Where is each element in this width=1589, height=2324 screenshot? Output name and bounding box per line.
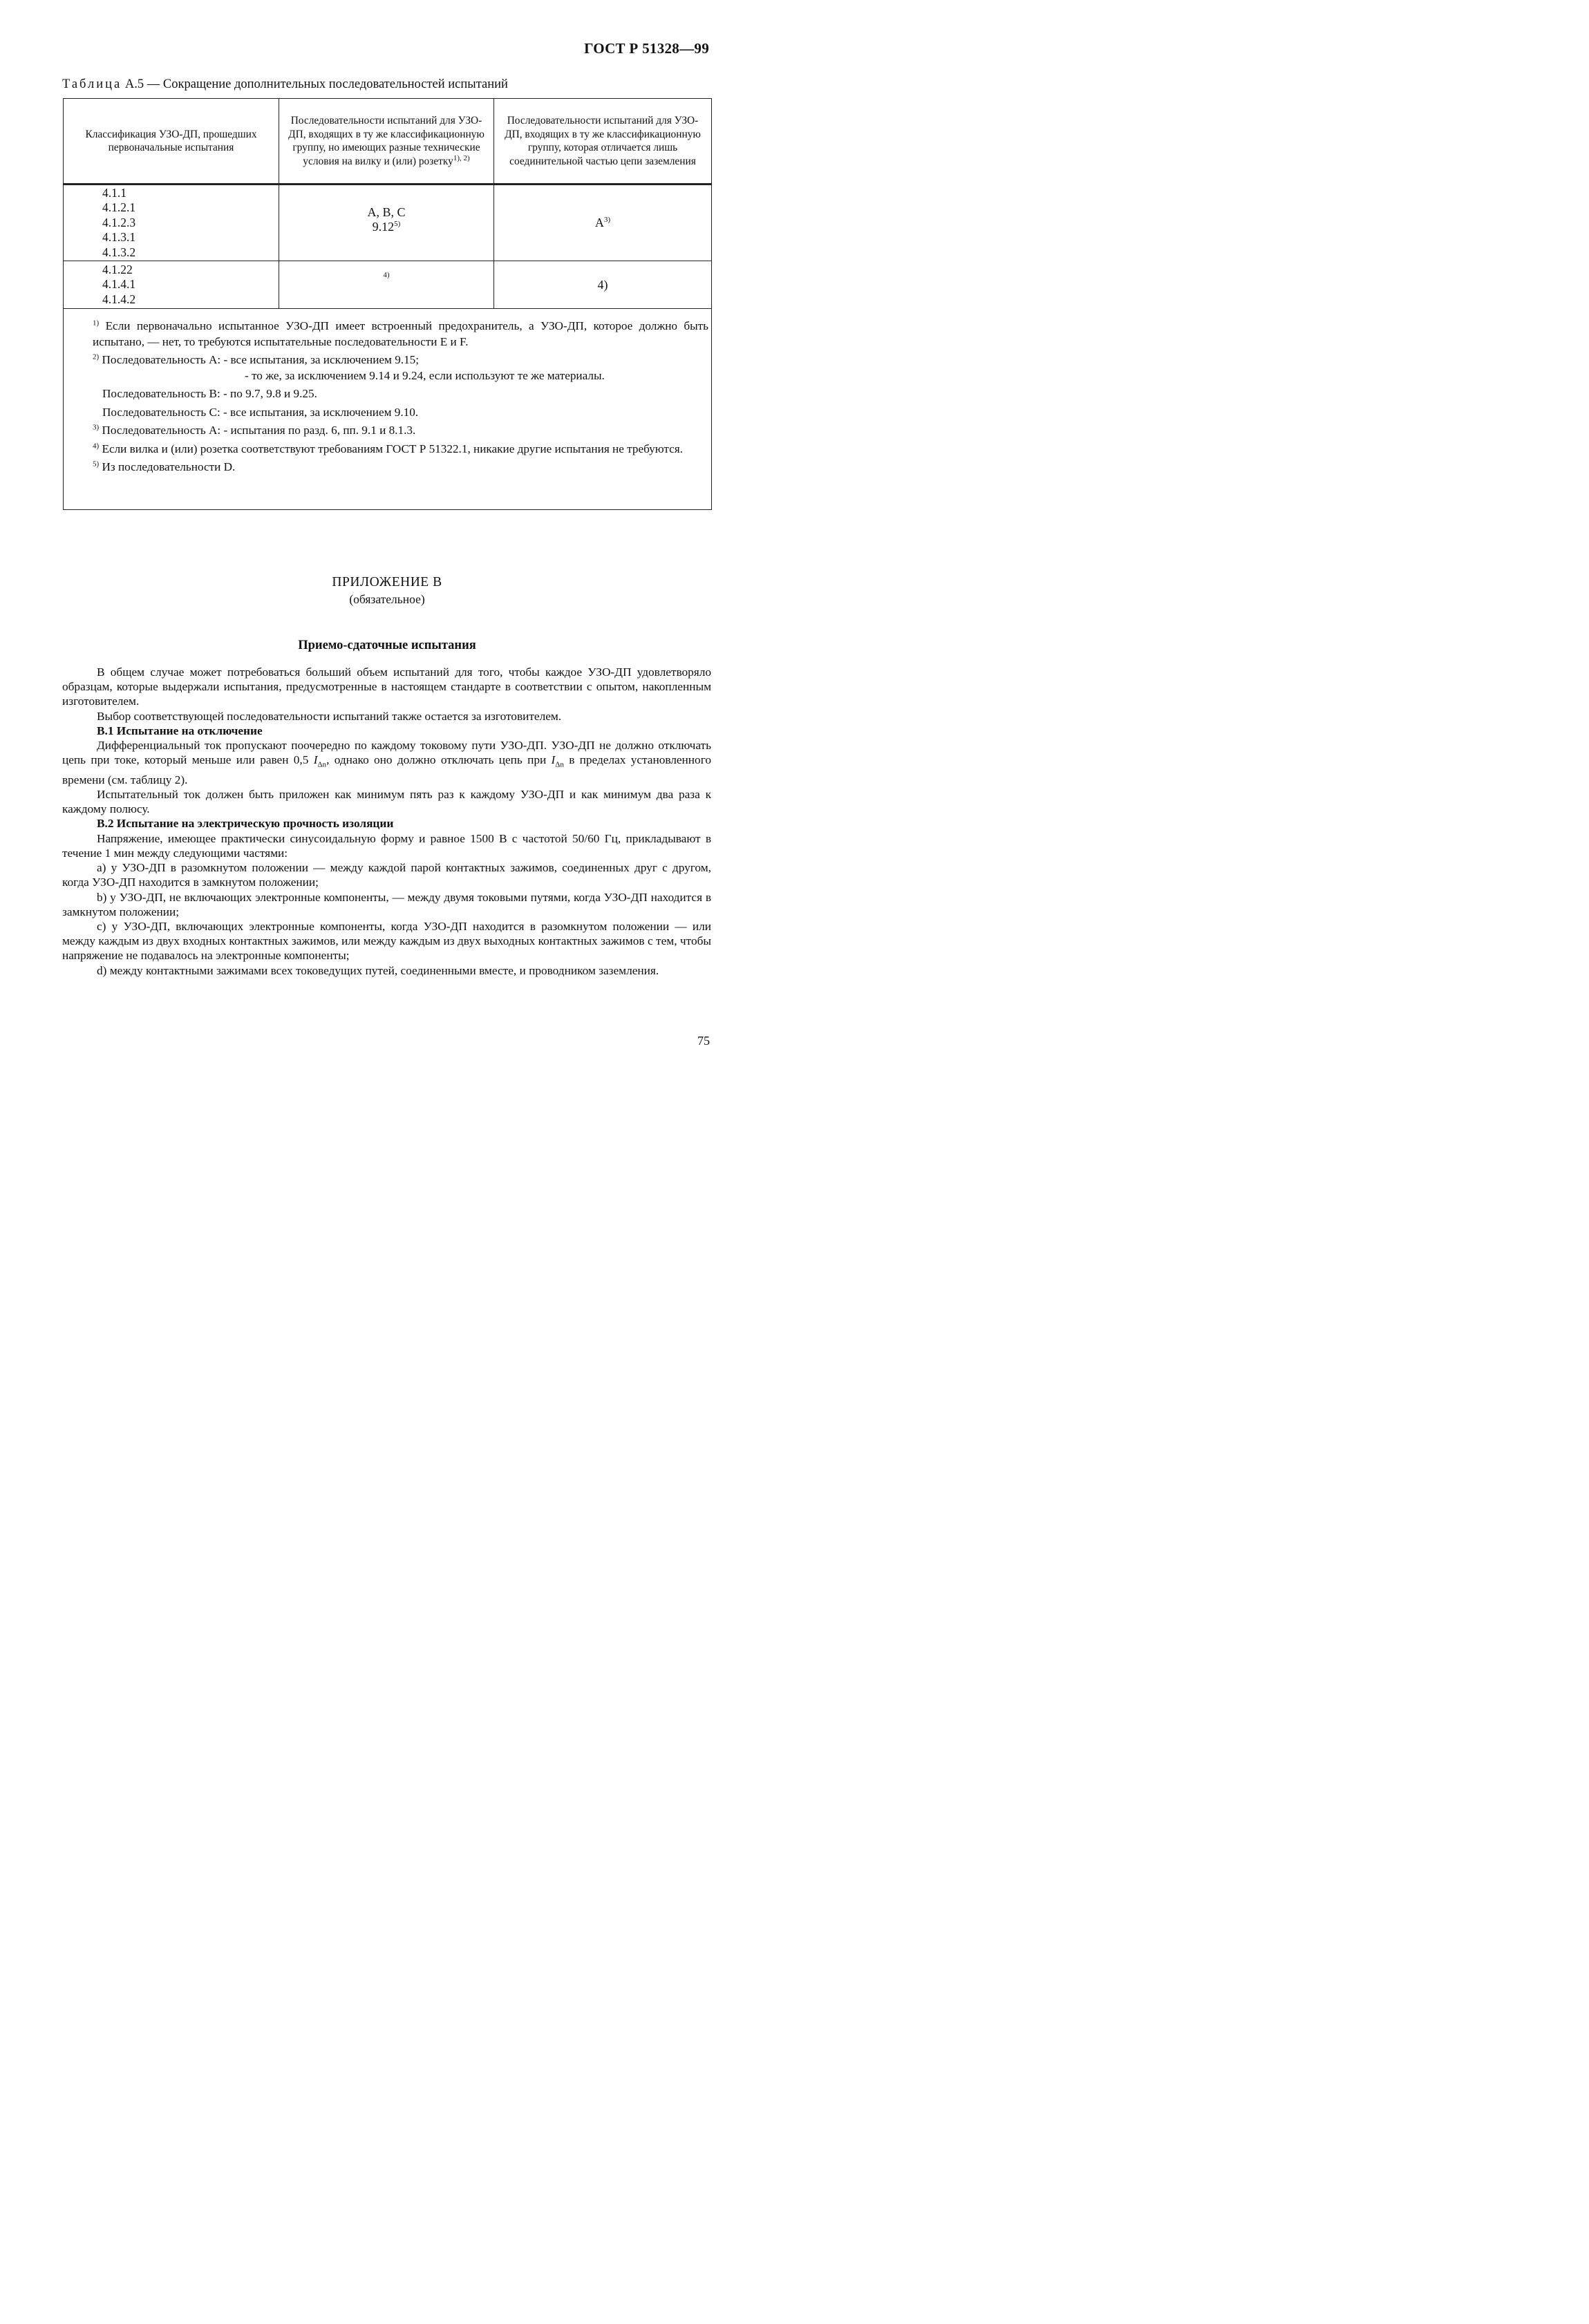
classification-code: 4.1.4.2 [102,292,136,306]
clause-heading-text: В.1 Испытание на отключение [97,724,263,737]
footnote-mark: 5) [394,219,401,228]
table-caption-label: Таблица [62,77,122,91]
footnote-5 [68,460,711,475]
sequence-cell [279,185,494,261]
paragraph-text: в пределах установленного времени (см. таблицу 2). [62,753,711,786]
clause-heading-text: В.2 Испытание на электрическую прочность изоляции [97,817,394,831]
current-subscript: Δn [317,760,327,769]
footnote-mark: 5) [93,460,100,469]
classification-code: 4.1.3.2 [102,245,136,259]
footnote-mark: 3) [93,423,100,432]
footnote-mark: 2) [93,352,100,361]
classification-code: 4.1.22 [102,262,133,276]
earthing-sequence-text: A [594,216,604,229]
list-item: b) у УЗО-ДП, не включающих электронные компоненты, — между двумя токовыми путями, когда УЗО-ДП находится в замкнутом положении; [62,890,711,918]
column-header-footnote-mark: 1), 2) [453,153,470,162]
column-header-earthing [494,99,712,185]
current-subscript: Δn [555,760,564,769]
footnote-text: Последовательность A: - испытания по разд. 6, пп. 9.1 и 8.1.3. [102,424,416,437]
sequence-cell [279,261,494,309]
footnotes-row [64,309,712,510]
clause-heading-b2 [62,816,711,831]
list-item: c) у УЗО-ДП, включающих электронные компоненты, когда УЗО-ДП находится в разомкнутом положении — или между каждым из двух входных контактных зажимов, или между каждым из двух выходных контактных зажимов с тем, чтобы напряжение не подавалось на электронные компоненты; [62,919,711,963]
footnote-mark: 1) [93,319,100,328]
paragraph: Испытательный ток должен быть приложен как минимум пять раз к каждому УЗО-ДП и как минимум два раза к каждому полюсу. [62,788,711,816]
standard-header: ГОСТ Р 51328—99 [584,40,709,57]
table-row [64,185,712,261]
classification-codes-cell [64,261,279,309]
footnote-mark: 4) [383,270,390,279]
footnote-2 [68,352,711,368]
column-header-different-plug [279,99,494,185]
paragraph [62,738,711,787]
table-row [64,261,712,309]
paragraph-text: , однако оно должно отключать цепь при [326,753,547,767]
footnote-2-sequence-c: Последовательность C: - все испытания, за исключением 9.10. [102,405,419,419]
footnote-mark: 4) [93,441,100,450]
classification-code: 4.1.1 [102,185,126,200]
footnote-text: Если первоначально испытанное УЗО-ДП имеет встроенный предохранитель, а УЗО-ДП, которое должно быть испытано, — нет, то требуются испытательные последовательности E и F. [93,319,709,348]
column-header-earthing-text: Последовательности испытаний для УЗО-ДП, входящих в ту же классификационную группу, которая отличается лишь соединительной частью цепи заземления [505,115,701,167]
footnote-4 [68,442,711,457]
page-number: 75 [697,1034,710,1048]
column-header-different-plug-text: Последовательности испытаний для УЗО-ДП, входящих в ту же классификационную группу, но имеющих разные технические условия на вилку и (или) розетку [288,115,485,167]
table-caption-text: А.5 — Сокращение дополнительных последовательностей испытаний [124,77,508,91]
paragraph: Выбор соответствующей последовательности испытаний также остается за изготовителем. [97,709,562,723]
classification-code: 4.1.2.1 [102,200,136,215]
footnote-1 [68,319,711,350]
appendix-title: ПРИЛОЖЕНИЕ В [332,575,442,589]
sequence-clause-text: 9.12 [372,219,395,234]
footnote-text: Последовательность A: - все испытания, за исключением 9.15; [102,353,420,366]
earthing-sequence-cell: 4) [494,261,712,309]
classification-code: 4.1.4.1 [102,277,136,292]
table-a5 [63,98,712,510]
footnote-2-continued: - то же, за исключением 9.14 и 9.24, если используют те же материалы. [245,368,605,382]
table-caption [62,77,508,92]
appendix-subtitle: (обязательное) [349,592,425,606]
clause-heading-b1 [62,724,711,738]
list-item: d) между контактными зажимами всех токоведущих путей, соединенными вместе, и проводником заземления. [97,963,659,977]
classification-codes-cell [64,185,279,261]
classification-code: 4.1.3.1 [102,230,136,245]
footnote-3 [68,423,711,439]
footnote-mark: 3) [603,216,611,224]
paragraph: В общем случае может потребоваться больший объем испытаний для того, чтобы каждое УЗО-ДП удовлетворяло образцам, которые выдержали испытания, предусмотренные в настоящем стандарте в соответствии с опытом, накопленным изготовителем. [62,665,711,708]
sequence-clause [279,220,493,234]
classification-code: 4.1.2.3 [102,215,136,229]
list-item: a) у УЗО-ДП в разомкнутом положении — между каждой парой контактных зажимов, соединенных друг с другом, когда УЗО-ДП находится в замкнутом положении; [62,861,711,889]
current-symbol: I [551,753,556,767]
column-header-classification [64,99,279,185]
column-header-classification-text: Классификация УЗО-ДП, прошедших первоначальные испытания [85,128,257,153]
paragraph-text: Дифференциальный ток пропускают поочередно по каждому токовому пути УЗО-ДП. УЗО-ДП не должно отключать цепь при токе, который меньше или равен 0,5 [62,739,711,767]
current-symbol: I [313,753,318,767]
footnote-text: Из последовательности D. [102,460,236,473]
table-header-row [64,99,712,185]
appendix-body [62,665,711,978]
earthing-sequence-cell [494,185,712,261]
sequence-letters: A, B, C [367,205,406,219]
section-title: Приемо-сдаточные испытания [298,639,476,652]
paragraph: Напряжение, имеющее практически синусоидальную форму и равное 1500 В с частотой 50/60 Гц, прикладывают в течение 1 мин между следующими частями: [62,831,711,860]
footnote-text: Если вилка и (или) розетка соответствуют требованиям ГОСТ Р 51322.1, никакие другие испытания не требуются. [102,442,683,455]
footnote-2-sequence-b: Последовательность B: - по 9.7, 9.8 и 9.25. [102,387,317,400]
table-footnotes [64,309,712,510]
